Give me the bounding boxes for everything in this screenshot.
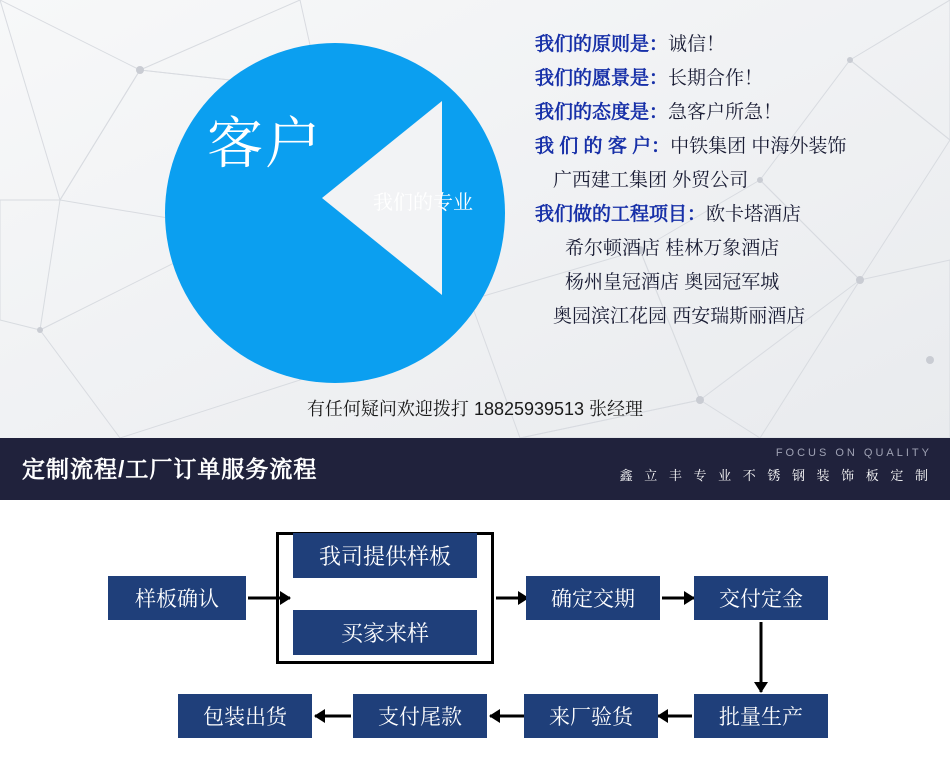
flow-node-buyer-provides-sample: [293, 610, 477, 655]
claim-label: 我们的原则是: [535, 34, 650, 55]
claim-label: 我 们 的 客 户: [535, 136, 652, 157]
arrow-production-to-inspection: [658, 706, 692, 726]
flow-node-we-provide-sample: [293, 533, 477, 578]
claim-value: 急客户所急！: [668, 102, 783, 123]
flowchart: [0, 500, 950, 765]
flow-node-mass-production: [694, 694, 828, 738]
claim-separator: ：: [651, 136, 671, 157]
band-right-block: [620, 447, 932, 484]
flow-node-label: 批量生产: [719, 706, 803, 729]
claim-value: 诚信！: [668, 34, 726, 55]
arrow-deposit-to-production: [751, 622, 771, 692]
projects-first-value: 欧卡塔酒店: [706, 204, 802, 225]
flow-node-pay-deposit: [694, 576, 828, 620]
projects-line-3: 奥园滨江花园 西安瑞斯丽酒店: [553, 306, 806, 327]
claim-separator: ：: [649, 34, 669, 55]
projects-label: 我们做的工程项目: [535, 204, 688, 225]
band-subtitle: 鑫 立 丰 专 业 不 锈 钢 装 饰 板 定 制: [619, 468, 932, 483]
flow-node-label: 我司提供样板: [318, 544, 451, 569]
claim-row-principle: [535, 28, 940, 62]
claim-row-attitude: [535, 96, 940, 130]
claim-label: 我们的愿景是: [535, 68, 650, 89]
claim-separator: ：: [649, 102, 669, 123]
pie-slice-label: 我们的专业: [373, 192, 473, 214]
band-english-tagline: FOCUS ON QUALITY: [775, 447, 932, 459]
flow-node-label: 样板确认: [135, 588, 219, 611]
flow-node-pay-balance: [353, 694, 487, 738]
claim-row-vision: [535, 62, 940, 96]
flow-node-label: 确定交期: [551, 588, 635, 611]
arrow-bracket-to-confirm-date: [496, 588, 528, 608]
arrow-balance-to-pack: [315, 706, 351, 726]
projects-line-1: 希尔顿酒店 桂林万象酒店: [565, 238, 780, 259]
pie-graphic: [150, 28, 520, 398]
claim-row-clients: [535, 130, 940, 164]
flow-node-label: 交付定金: [719, 588, 803, 611]
projects-separator: ：: [687, 204, 707, 225]
claims-block: [535, 28, 940, 334]
flow-node-label: 包装出货: [203, 706, 287, 729]
flow-node-sample-confirm: [108, 576, 246, 620]
flow-node-confirm-delivery-date: [526, 576, 660, 620]
pie-center-label: 客户: [207, 112, 323, 175]
flow-node-label: 买家来样: [340, 621, 429, 646]
section-band: [0, 438, 950, 500]
band-title: 定制流程/工厂订单服务流程: [22, 456, 318, 482]
claim-separator: ：: [649, 68, 669, 89]
claim-label: 我们的态度是: [535, 102, 650, 123]
projects-line-2: 杨州皇冠酒店 奥园冠军城: [565, 272, 780, 293]
arrow-inspection-to-balance: [490, 706, 524, 726]
claim-value: 中铁集团 中海外装饰: [670, 136, 847, 157]
hotline-text: 有任何疑问欢迎拨打 18825939513 张经理: [306, 399, 644, 419]
claim-row-projects: [535, 198, 940, 232]
flow-node-factory-inspection: [524, 694, 658, 738]
claim-value: 长期合作！: [668, 68, 764, 89]
arrow-confirm-date-to-deposit: [662, 588, 694, 608]
clients-extra-line: 广西建工集团 外贸公司: [553, 170, 749, 191]
flow-node-label: 来厂验货: [549, 706, 633, 729]
flow-node-label: 支付尾款: [378, 706, 462, 729]
flow-node-pack-and-ship: [178, 694, 312, 738]
